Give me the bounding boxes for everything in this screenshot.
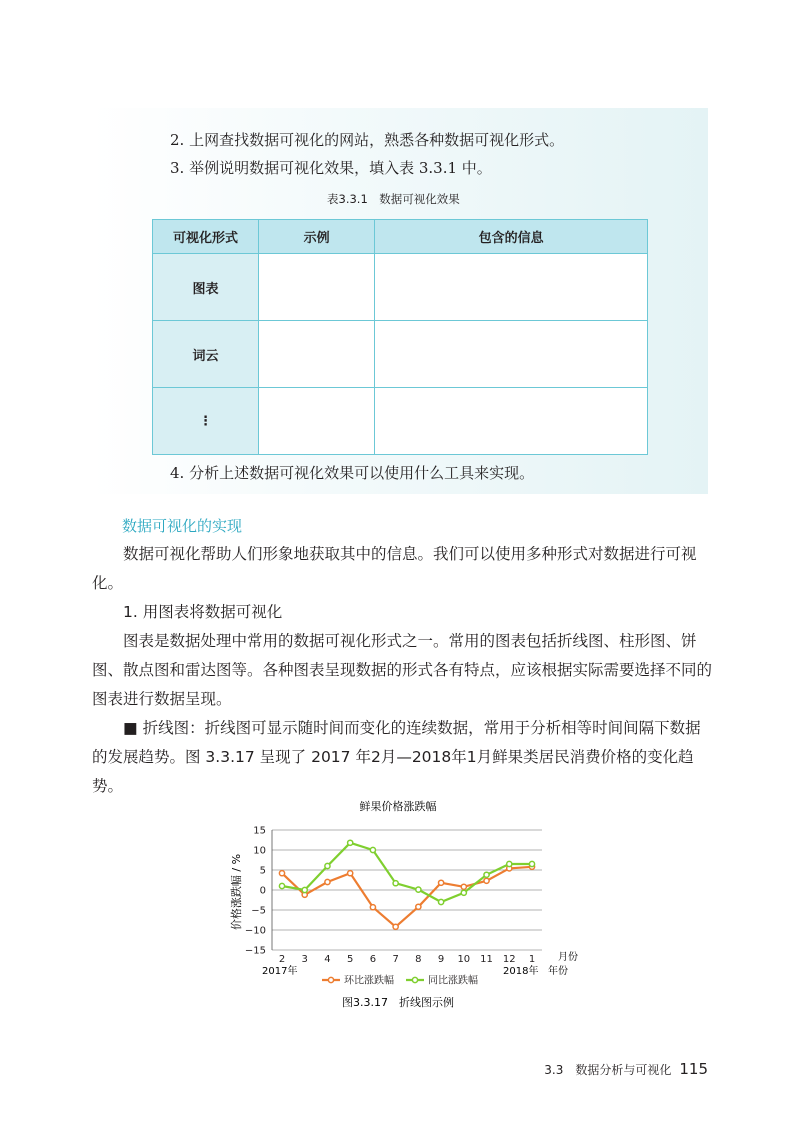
table-row-head-wordcloud: 词云 [153,321,259,388]
y-tick-label: 10 [253,845,266,857]
table-row [153,321,648,388]
x-tick-label: 1 [528,954,536,965]
paragraph-4: ■ 折线图：折线图可显示随时间而变化的连续数据，常用于分析相等时间间隔下数据的发展趋势。图 3.3.17 呈现了 2017 年2月—2018年1月鲜果类居民消费价格的变化趋势。 [92,719,701,795]
x-tick-label: 7 [392,954,399,965]
data-point [393,924,398,929]
year-label-2018: 2018年 [503,966,539,977]
line-chart [220,790,590,1015]
legend-marker [328,977,333,982]
table-header-info: 包含的信息 [375,220,648,254]
x-tick-label: 4 [324,954,331,965]
x-tick-label: 11 [480,954,493,965]
data-point [370,847,375,852]
table-header-example: 示例 [259,220,375,254]
page-number: 115 [679,1060,708,1078]
series-line-2 [282,843,532,902]
x-tick-label: 2 [278,954,286,965]
data-point [461,890,466,895]
y-tick-label: −15 [244,945,266,957]
table-caption: 表3.3.1 数据可视化效果 [327,192,460,206]
data-point [302,887,307,892]
chart-x-ticks [279,954,535,965]
body-text [92,540,712,801]
x-tick-label: 12 [502,954,516,965]
table-row [153,388,648,455]
legend-marker [412,977,417,982]
data-point [416,904,421,909]
table-row-head-chart: 图表 [153,254,259,321]
table-row [153,254,648,321]
x-tick-label: 10 [457,954,471,965]
page-footer [544,1060,708,1078]
data-point [438,880,443,885]
visualization-table [152,219,648,455]
data-point [279,871,284,876]
table-cell-empty [259,321,375,388]
section-title: 数据可视化的实现 [122,517,243,535]
data-point [325,863,330,868]
data-point [348,871,353,876]
activity-item-2: 2. 上网查找数据可视化的网站，熟悉各种数据可视化形式。 [170,131,565,149]
paragraph-3: 图表是数据处理中常用的数据可视化形式之一。常用的图表包括折线图、柱形图、饼图、散点图和雷达图等。各种图表呈现数据的形式各有特点，应该根据实际需要选择不同的图表进行数据呈现。 [92,632,713,708]
data-point [348,840,353,845]
data-point [393,881,398,886]
year-label-2017: 2017年 [262,966,298,977]
chart-xlabel2: 年份 [548,966,568,977]
data-point [484,872,489,877]
chart-legend [322,974,478,987]
x-tick-label: 6 [369,954,377,965]
chart-y-ticks [245,826,266,957]
y-tick-label: 5 [259,865,266,877]
data-point [370,905,375,910]
activity-item-4: 4. 分析上述数据可视化效果可以使用什么工具来实现。 [170,464,535,482]
y-tick-label: −5 [251,905,266,917]
table-header-form: 可视化形式 [153,220,259,254]
table-cell-empty [259,388,375,455]
chart-caption: 图3.3.17 折线图示例 [342,996,454,1009]
x-tick-label: 9 [437,954,445,965]
table-cell-empty [375,388,648,455]
data-point [438,899,443,904]
x-tick-label: 5 [346,954,354,965]
chart-series [279,840,534,929]
table-cell-empty [259,254,375,321]
data-point [529,861,534,866]
data-point [325,879,330,884]
y-tick-label: 15 [253,825,266,837]
chart-xlabel: 月份 [558,952,578,963]
x-tick-label: 8 [415,954,422,965]
table-row-head-ellipsis: ⋮ [153,388,259,455]
y-tick-label: 0 [259,885,266,897]
legend-label: 环比涨跌幅 [344,975,394,987]
chart-ylabel: 价格涨跌幅 / % [230,853,243,931]
paragraph-1: 数据可视化帮助人们形象地获取其中的信息。我们可以使用多种形式对数据进行可视化。 [92,545,697,592]
table-cell-empty [375,254,648,321]
table-cell-empty [375,321,648,388]
data-point [507,861,512,866]
data-point [279,883,284,888]
legend-label: 同比涨跌幅 [428,975,478,987]
chart-title: 鲜果价格涨跌幅 [359,800,437,813]
paragraph-2: 1. 用图表将数据可视化 [123,603,283,621]
x-tick-label: 3 [301,954,308,965]
activity-item-3: 3. 举例说明数据可视化效果，填入表 3.3.1 中。 [170,159,492,177]
data-point [416,887,421,892]
footer-section: 3.3 数据分析与可视化 [544,1063,672,1077]
y-tick-label: −10 [244,925,266,937]
data-point [484,878,489,883]
data-point [461,884,466,889]
